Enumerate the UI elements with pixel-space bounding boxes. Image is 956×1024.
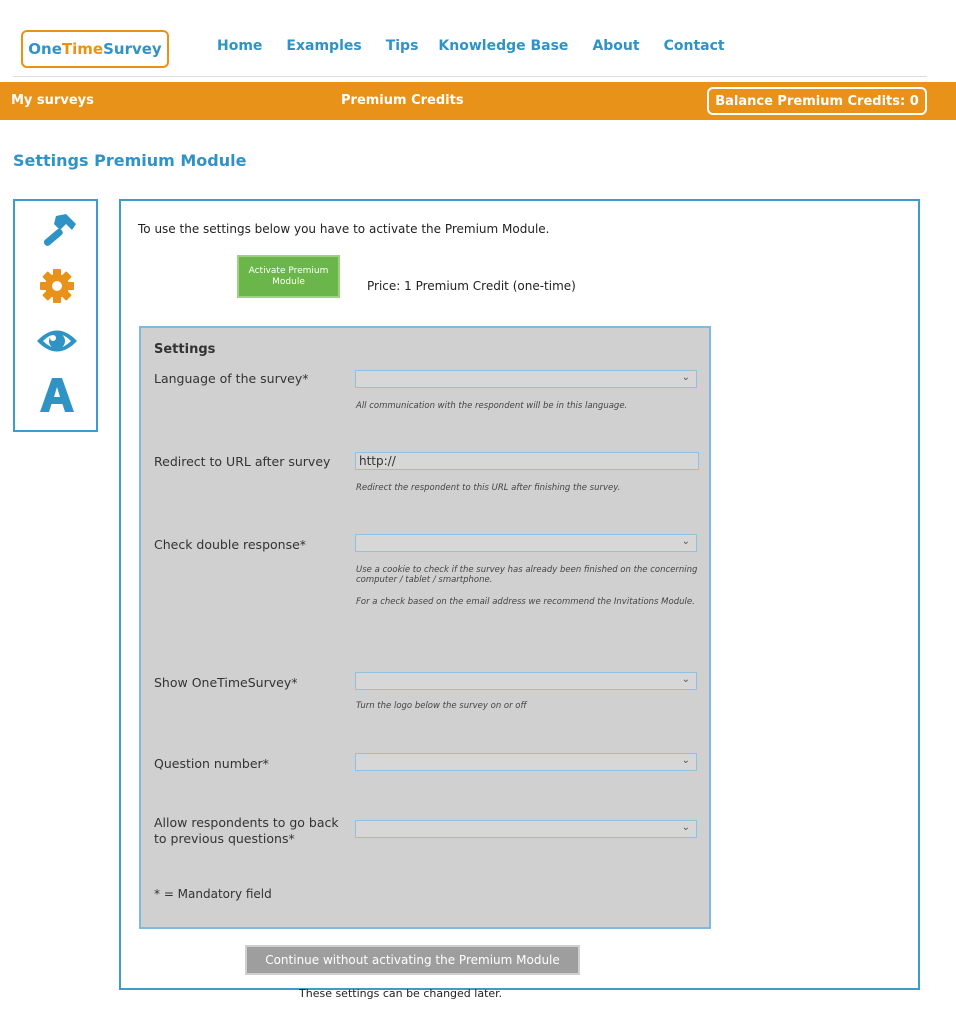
page-title: Settings Premium Module [13,151,247,170]
price-text: Price: 1 Premium Credit (one-time) [367,279,576,293]
nav-examples[interactable]: Examples [286,38,362,54]
chevron-down-icon: ⌄ [681,536,690,547]
logo-part-one: One [28,40,62,58]
language-hint: All communication with the respondent will be in this language. [356,401,628,411]
settings-box [139,326,711,929]
question-number-label: Question number* [154,756,269,771]
header-divider [13,76,927,77]
nav-home[interactable]: Home [217,38,263,54]
my-surveys-link[interactable]: My surveys [11,93,94,108]
activate-premium-button[interactable]: Activate Premium Module [237,255,340,298]
double-response-select[interactable] [355,534,697,552]
show-logo-hint: Turn the logo below the survey on or off [356,701,527,711]
letter-a-icon[interactable] [35,373,79,417]
continue-without-activating-button[interactable]: Continue without activating the Premium Module [245,945,580,975]
settings-title: Settings [154,342,216,357]
eye-icon[interactable] [35,319,79,363]
top-navigation [217,38,749,54]
mandatory-note: * = Mandatory field [154,887,272,901]
nav-about[interactable]: About [592,38,640,54]
double-response-hint-2: For a check based on the email address we recommend the Invitations Module. [356,597,695,607]
redirect-hint: Redirect the respondent to this URL after finishing the survey. [356,483,621,493]
show-logo-select[interactable] [355,672,697,690]
show-logo-label: Show OneTimeSurvey* [154,675,298,690]
premium-module-panel [119,199,920,1000]
redirect-label: Redirect to URL after survey [154,454,331,469]
site-logo[interactable] [21,30,169,68]
go-back-label: Allow respondents to go back to previous questions* [154,815,339,846]
double-response-hint: Use a cookie to check if the survey has already been finished on the concerning computer / tablet / smartphone. [356,565,698,585]
account-bar [0,82,956,120]
chevron-down-icon: ⌄ [681,372,690,383]
nav-knowledge-base[interactable]: Knowledge Base [438,38,569,54]
gear-icon[interactable] [35,264,79,308]
nav-contact[interactable]: Contact [663,38,725,54]
question-number-select[interactable] [355,753,697,771]
language-label: Language of the survey* [154,371,309,386]
logo-part-survey: Survey [103,40,162,58]
intro-text: To use the settings below you have to activate the Premium Module. [138,222,550,236]
module-sidebar [13,199,98,432]
chevron-down-icon: ⌄ [681,674,690,685]
double-response-label: Check double response* [154,537,307,552]
go-back-select[interactable] [355,820,697,838]
chevron-down-icon: ⌄ [681,822,690,833]
chevron-down-icon: ⌄ [681,755,690,766]
settings-later-note: These settings can be changed later. [299,987,503,1000]
nav-tips[interactable]: Tips [385,38,419,54]
logo-part-time: Time [61,40,104,58]
hammer-icon[interactable] [35,209,79,253]
redirect-url-input[interactable]: http:// [355,452,699,470]
premium-credits-link[interactable]: Premium Credits [341,93,464,108]
balance-badge[interactable]: Balance Premium Credits: 0 [707,87,927,115]
language-select[interactable] [355,370,697,388]
